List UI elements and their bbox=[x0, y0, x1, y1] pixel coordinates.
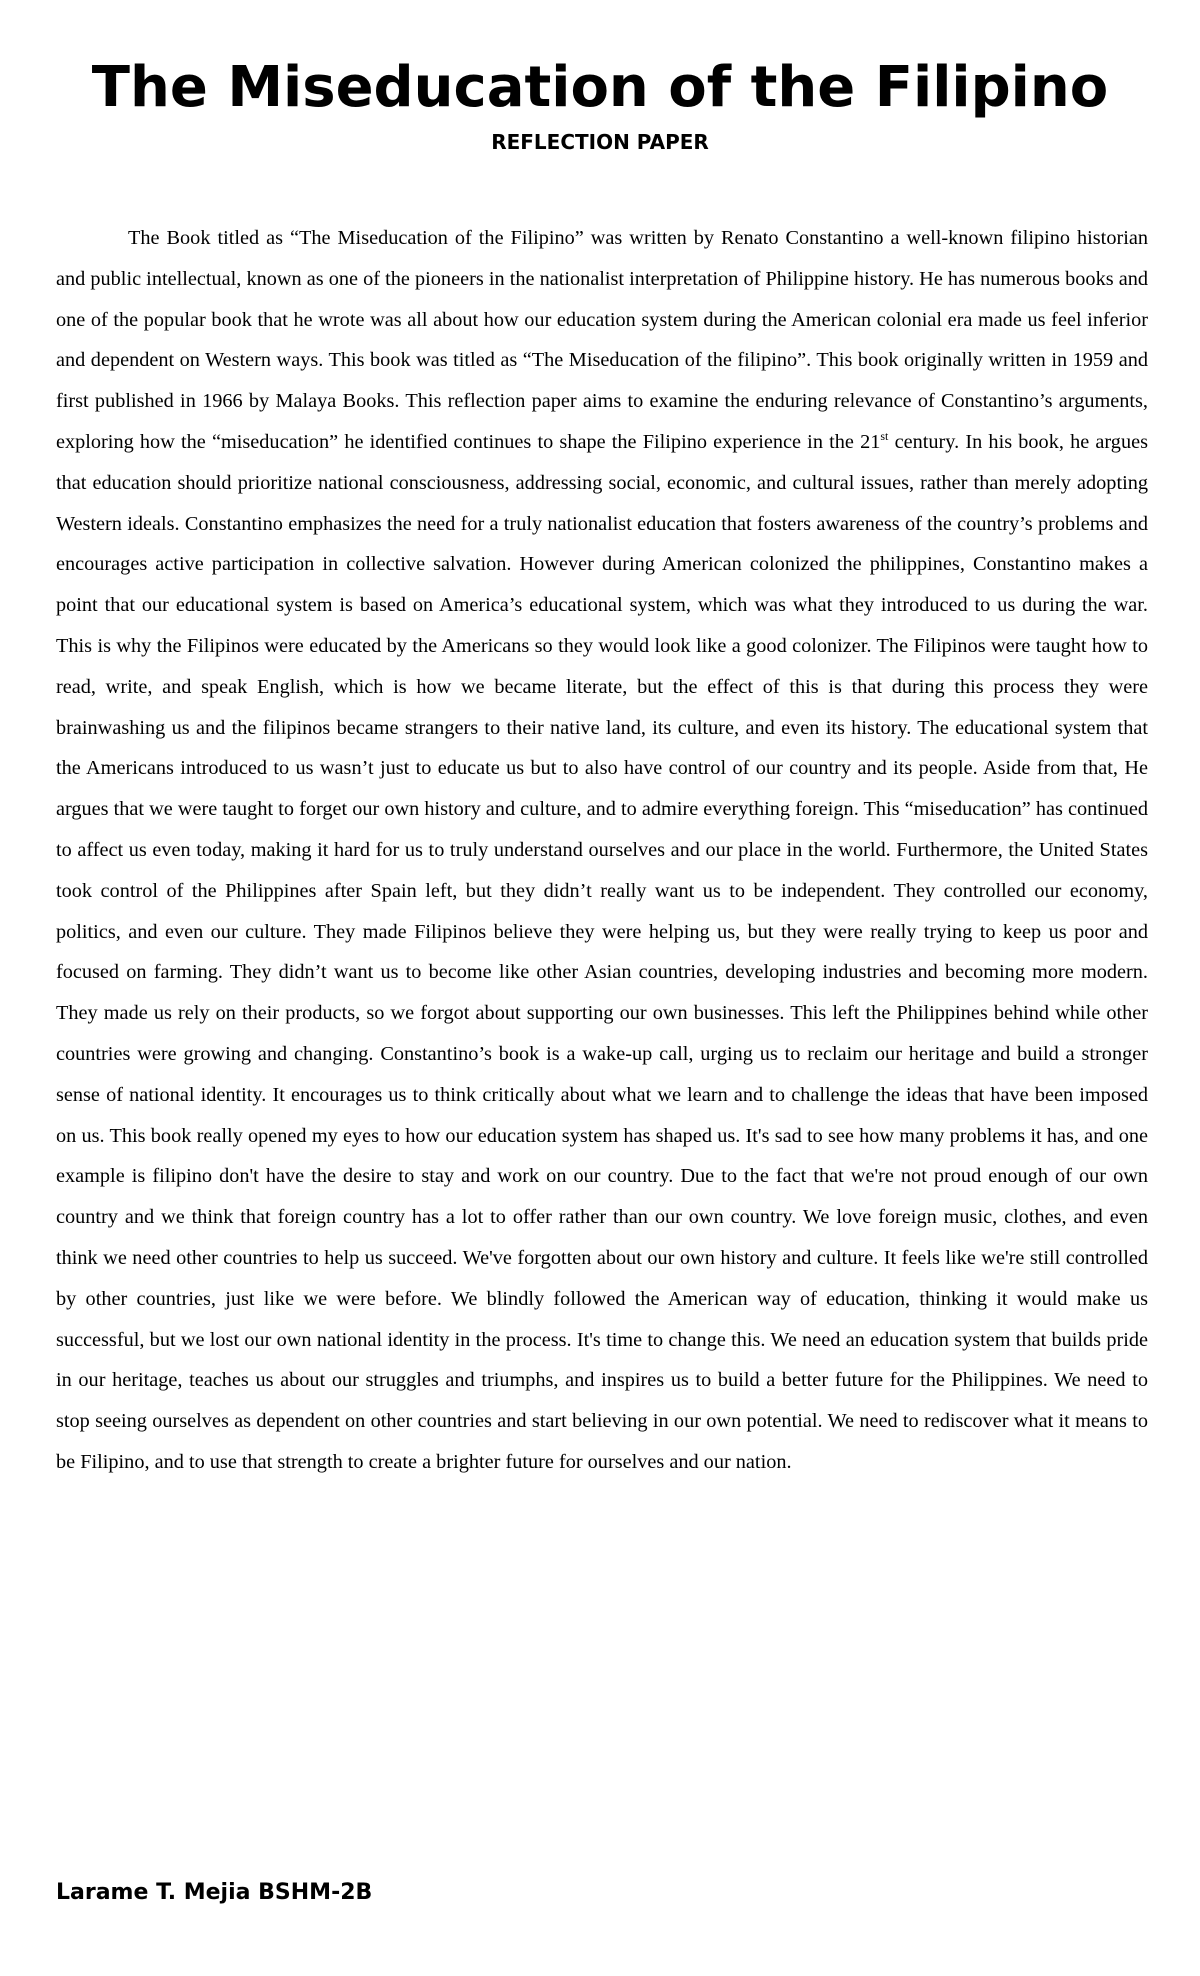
paragraph-text-part1: The Book titled as “The Miseducation of the Filipino” was written by Renato Constantino a well-known filipino historian and public intellectual, known as one of the pioneers in the nationalist interpretation of Philippine history. He has numerous books and one of the popular book that he wrote was all about how our education system during the American colonial era made us feel inferior and dependent on Western ways. This book was titled as “The Miseducation of the filipino”. This book originally written in 1959 and first published in 1966 by Malaya Books. This reflection paper aims to examine the enduring relevance of Constantino’s arguments, exploring how the “miseducation” he identified continues to shape the Filipino experience in the 21 bbox=[56, 227, 1148, 453]
document-subtitle: REFLECTION PAPER bbox=[491, 130, 709, 154]
ordinal-superscript: st bbox=[880, 429, 889, 444]
reflection-paragraph bbox=[56, 218, 1148, 1483]
author-signature-line: Larame T. Mejia BSHM-2B bbox=[56, 1880, 373, 1905]
document-title: The Miseducation of the Filipino bbox=[91, 55, 1109, 120]
paragraph-text-part2: century. In his book, he argues that education should prioritize national consciousness, addressing social, economic, and cultural issues, rather than merely adopting Western ideals. Constantino emphasizes the need for a truly nationalist education that fosters awareness of the country’s problems and encourages active participation in collective salvation. However during American colonized the philippines, Constantino makes a point that our educational system is based on America’s educational system, which was what they introduced to us during the war. This is why the Filipinos were educated by the Americans so they would look like a good colonizer. The Filipinos were taught how to read, write, and speak English, which is how we became literate, but the effect of this is that during this process they were brainwashing us and the filipinos became strangers to their native land, its culture, and even its history. The educational system that the Americans introduced to us wasn’t just to educate us but to also have control of our country and its people. Aside from that, He argues that we were taught to forget our own history and culture, and to admire everything foreign. This “miseducation” has continued to affect us even today, making it hard for us to truly understand ourselves and our place in the world. Furthermore, the United States took control of the Philippines after Spain left, but they didn’t really want us to be independent. They controlled our economy, politics, and even our culture. They made Filipinos believe they were helping us, but they were really trying to keep us poor and focused on farming. They didn’t want us to become like other Asian countries, developing industries and becoming more modern. They made us rely on their products, so we forgot about supporting our own businesses. This left the Philippines behind while other countries were growing and changing. Constantino’s book is a wake-up call, urging us to reclaim our heritage and build a stronger sense of national identity. It encourages us to think critically about what we learn and to challenge the ideas that have been imposed on us. This book really opened my eyes to how our education system has shaped us. It's sad to see how many problems it has, and one example is filipino don't have the desire to stay and work on our country. Due to the fact that we're not proud enough of our own country and we think that foreign country has a lot to offer rather than our own country. We love foreign music, clothes, and even think we need other countries to help us succeed. We've forgotten about our own history and culture. It feels like we're still controlled by other countries, just like we were before. We blindly followed the American way of education, thinking it would make us successful, but we lost our own national identity in the process. It's time to change this. We need an education system that builds pride in our heritage, teaches us about our struggles and triumphs, and inspires us to build a better future for the Philippines. We need to stop seeing ourselves as dependent on other countries and start believing in our own potential. We need to rediscover what it means to be Filipino, and to use that strength to create a brighter future for ourselves and our nation. bbox=[56, 430, 1148, 1473]
